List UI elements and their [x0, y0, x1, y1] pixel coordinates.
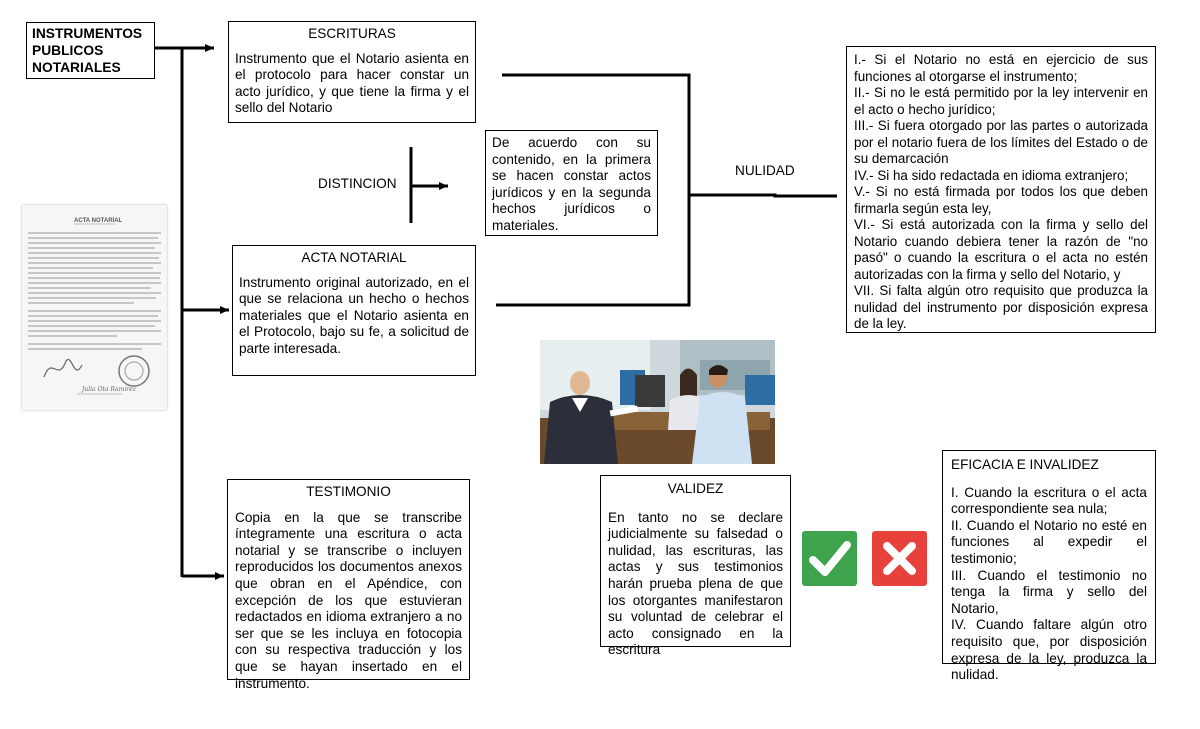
eficacia-title: EFICACIA E INVALIDEZ — [951, 457, 1099, 472]
acta-notarial-document-image — [22, 205, 167, 410]
nulidad-item: VI.- Si está autorizada con la firma y sello del Notario cuando debiera tener la razón de "no pasó" o cuando la escritura o el acta no estén autorizadas con la firma y sello del Notario, y — [854, 217, 1148, 282]
meeting-illustration — [540, 340, 775, 464]
eficacia-box — [942, 450, 1156, 683]
office-meeting-photo — [540, 340, 775, 464]
distincion-label: DISTINCION — [318, 176, 397, 191]
escrituras-body: Instrumento que el Notario asienta en el protocolo para hacer constar un acto jurídico, y que tiene la firma y el sello del Notario — [235, 50, 469, 116]
distincion-body: De acuerdo con su contenido, en la primera se hacen constar actos jurídicos y en la segunda hechos jurídicos o materiales. — [492, 135, 651, 233]
distincion-box — [485, 130, 658, 236]
nulidad-item: IV.- Si ha sido redactada en idioma extranjero; — [854, 167, 1129, 183]
escrituras-title: ESCRITURAS — [308, 26, 396, 41]
nulidad-item: V.- Si no está firmada por todos los que deben firmarla según esta ley, — [854, 184, 1148, 216]
acta-notarial-body: Instrumento original autorizado, en el que se relaciona un hecho o hechos materiales que el Notario asienta en el Protocolo, bajo su fe, a solicitud de parte interesada. — [239, 274, 469, 356]
validez-title: VALIDEZ — [667, 481, 724, 496]
eficacia-item: IV. Cuando faltare algún otro requisito que, por disposición expresa de la ley, produzca la nulidad. — [951, 617, 1147, 683]
nulidad-connector-line — [689, 195, 837, 196]
nulidad-box — [846, 46, 1156, 333]
root-title: INSTRUMENTOS PUBLICOS NOTARIALES — [32, 26, 143, 75]
document-heading: ACTA NOTARIAL — [74, 218, 123, 224]
testimonio-box — [227, 479, 470, 691]
x-mark-shape — [872, 531, 927, 586]
escrituras-box — [228, 21, 476, 123]
eficacia-item: III. Cuando el testimonio no tenga la firma y sello del Notario, — [951, 567, 1147, 616]
testimonio-body: Copia en la que se transcribe íntegramente una escritura o acta notarial y se transcribe o incluyen reproducidos los documentos anexos que obran en el Apéndice, con excepción de los que estuvieran redactados en idioma extranjero a no ser que se les incluya en fotocopia con su respectiva traducción y los que se hayan insertado en el instrumento. — [235, 509, 462, 691]
acta-notarial-box — [232, 245, 476, 376]
nulidad-item: VII. Si falta algún otro requisito que produzca la nulidad del instrumento por disposición expresa de la ley. — [854, 283, 1148, 331]
validez-box — [600, 475, 791, 658]
eficacia-item: I. Cuando la escritura o el acta correspondiente sea nula; — [951, 484, 1147, 517]
nulidad-item: II.- Si no le está permitido por la ley intervenir en el acto o hecho jurídico; — [854, 85, 1148, 117]
x-icon — [872, 531, 927, 586]
document-signature: Julia Ota Ramírez — [82, 386, 136, 393]
validez-body: En tanto no se declare judicialmente su falsedad o nulidad, las escrituras, las actas y sus testimonios harán prueba plena de que los otorgantes manifestaron su voluntad de celebrar el acto consignado en la escritura — [608, 509, 783, 658]
nulidad-label: NULIDAD — [735, 163, 795, 178]
nulidad-item: III.- Si fuera otorgado por las partes o autorizada por el notario fuera de los límites del Estado o de su demarcación — [854, 118, 1148, 166]
testimonio-title: TESTIMONIO — [306, 484, 391, 499]
eficacia-item: II. Cuando el Notario no esté en funciones al expedir el testimonio; — [951, 517, 1147, 566]
check-icon — [802, 531, 857, 586]
nulidad-item: I.- Si el Notario no está en ejercicio de sus funciones al otorgarse el instrumento; — [854, 52, 1148, 84]
root-title-box — [26, 22, 155, 79]
document-scan-illustration — [22, 205, 167, 410]
check-mark-shape — [802, 531, 857, 586]
acta-notarial-title: ACTA NOTARIAL — [301, 250, 407, 265]
